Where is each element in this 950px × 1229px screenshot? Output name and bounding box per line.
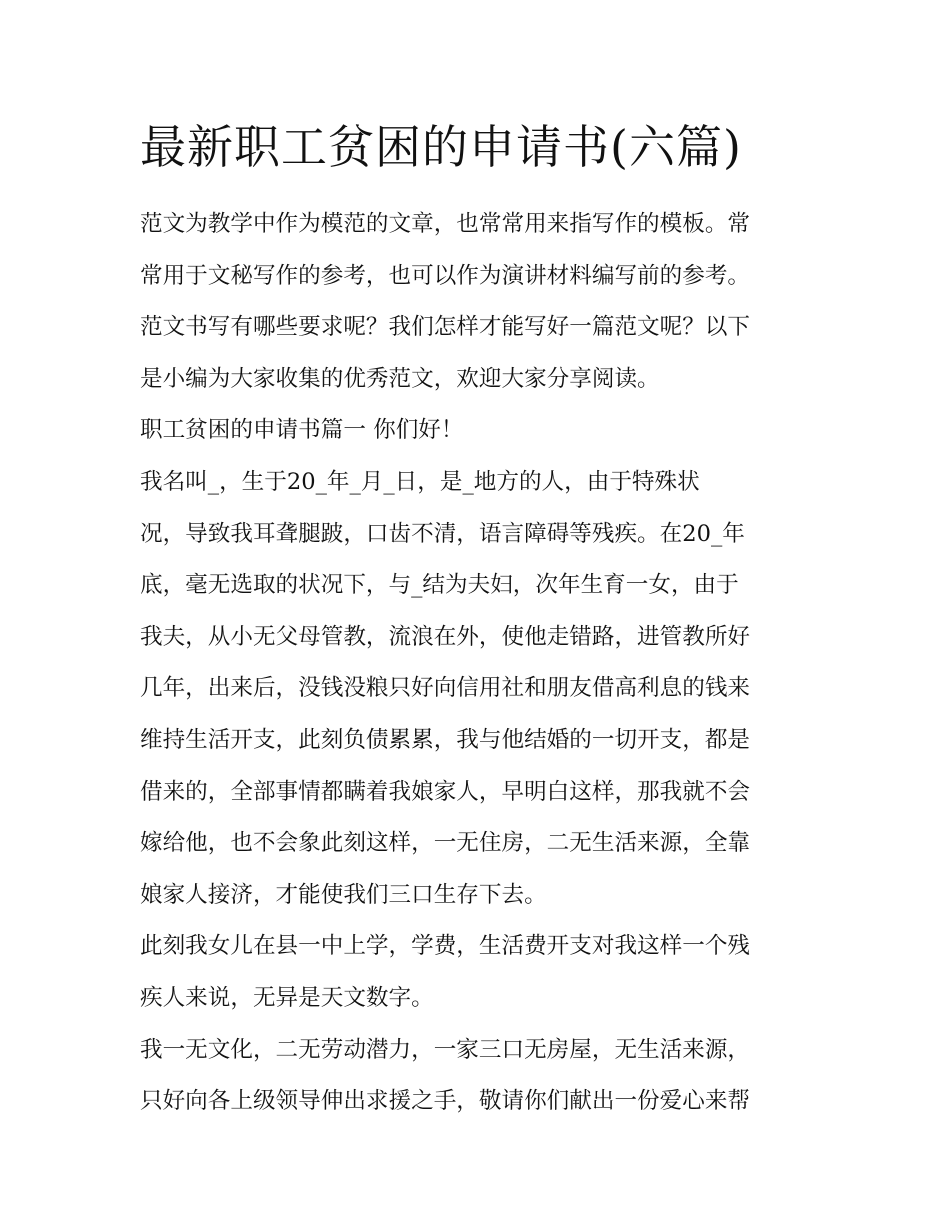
text-line: 我夫，从小无父母管教，流浪在外，使他走错路，进管教所好 xyxy=(140,623,751,650)
text-line: 借来的，全部事情都瞒着我娘家人，早明白这样，那我就不会 xyxy=(140,778,751,805)
text-line: 娘家人接济，才能使我们三口生存下去。 xyxy=(140,881,547,908)
document-title: 最新职工贫困的申请书(六篇) xyxy=(140,120,742,174)
text-line: 范文为教学中作为模范的文章，也常常用来指写作的模板。常 xyxy=(140,211,751,237)
text-line: 我一无文化，二无劳动潜力，一家三口无房屋，无生活来源， xyxy=(140,1036,751,1063)
text-line: 常用于文秘写作的参考，也可以作为演讲材料编写前的参考。 xyxy=(140,262,751,289)
text-line: 疾人来说，无异是天文数字。 xyxy=(140,984,434,1011)
document-body xyxy=(140,199,820,1128)
text-line: 嫁给他，也不会象此刻这样，一无住房，二无生活来源，全靠 xyxy=(140,830,751,857)
text-line: 只好向各上级领导伸出求援之手，敬请你们献出一份爱心来帮 xyxy=(140,1088,751,1115)
text-line: 是小编为大家收集的优秀范文，欢迎大家分享阅读。 xyxy=(140,365,660,392)
text-line: 况，导致我耳聋腿跛，口齿不清，语言障碍等残疾。在20_年 xyxy=(140,520,745,547)
section-heading-line: 职工贫困的申请书篇一 你们好！ xyxy=(140,417,464,444)
text-line: 此刻我女儿在县一中上学，学费，生活费开支对我这样一个残 xyxy=(140,933,751,960)
text-line: 维持生活开支，此刻负债累累，我与他结婚的一切开支，都是 xyxy=(140,726,751,753)
text-line: 几年，出来后，没钱没粮只好向信用社和朋友借高利息的钱来 xyxy=(140,675,751,702)
text-line: 底，毫无选取的状况下，与_结为夫妇，次年生育一女，由于 xyxy=(140,572,739,599)
text-line: 范文书写有哪些要求呢？我们怎样才能写好一篇范文呢？以下 xyxy=(140,314,751,341)
text-line: 我名叫_，生于20_年_月_日，是_地方的人，由于特殊状 xyxy=(140,468,700,495)
